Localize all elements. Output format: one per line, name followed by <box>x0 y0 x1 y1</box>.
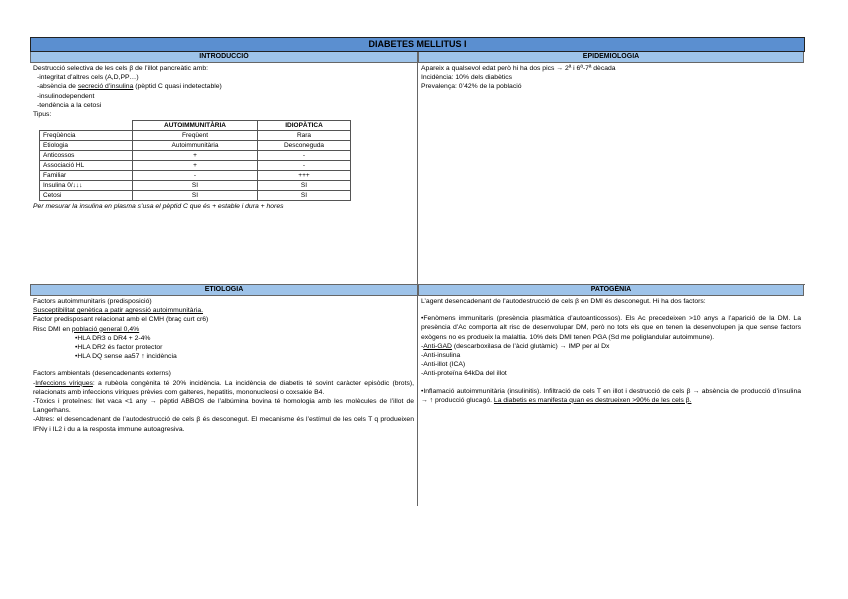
epi-line: Prevalença: 0’42% de la població <box>421 83 522 91</box>
table-cell: SI <box>133 191 258 201</box>
table-cell: Autoimmunitària <box>133 141 258 151</box>
table-cell: Etiologia <box>40 141 133 151</box>
etio-line: Factor predisposant relacionat amb el CMH (braç curt cr6) <box>33 316 209 324</box>
epidemiologia-header: EPIDEMIOLOGIA <box>418 52 804 63</box>
table-header: IDIOPÀTICA <box>258 121 351 131</box>
epidemiologia-section <box>417 52 804 284</box>
etiologia-section <box>30 285 417 506</box>
etiologia-header: ETIOLOGIA <box>30 285 417 296</box>
table-row <box>40 171 351 181</box>
table-cell: - <box>258 161 351 171</box>
pato-line: -Anti-GAD (descarboxilasa de l’àcid glutàmic) → IMP per al Dx <box>421 342 610 350</box>
table-row <box>40 141 351 151</box>
table-cell: Familiar <box>40 171 133 181</box>
introduccio-header: INTRODUCCIÓ <box>30 52 417 63</box>
patogenia-body <box>418 296 804 406</box>
table-cell: + <box>133 161 258 171</box>
risc-underlined: població general 0,4% <box>71 325 140 333</box>
table-cell: +++ <box>258 171 351 181</box>
table-cell: Desconeguda <box>258 141 351 151</box>
table-header: AUTOIMMUNITÀRIA <box>133 121 258 131</box>
table-cell: Insulina 0/↓↓↓ <box>40 181 133 191</box>
etio-line: Factors autoimmunitaris (predisposició) <box>33 298 152 305</box>
table-cell: SI <box>133 181 258 191</box>
intro-line: -tendència a la cetosi <box>37 101 102 109</box>
table-cell: Freqüent <box>133 131 258 141</box>
epidemiologia-body <box>418 63 804 93</box>
anti-gad-label: Anti-GAD <box>423 342 452 350</box>
spacer <box>421 379 801 387</box>
table-row <box>40 181 351 191</box>
pato-line: -Anti-illot (ICA) <box>421 361 466 369</box>
pato-paragraph <box>421 387 801 405</box>
table-row <box>40 131 351 141</box>
pato-paragraph: L’agent desencadenant de l’autodestrucció de cels β en DMI és desconegut. Hi ha dos factors: <box>421 298 706 305</box>
spacer <box>33 361 414 369</box>
patogenia-section <box>417 285 804 506</box>
etio-line: Susceptibilitat genètica a patir agressió autoimmunitària. <box>33 307 204 315</box>
table-cell: - <box>133 171 258 181</box>
epi-line: Apareix a qualsevol edat però hi ha dos pics → 2ª i 6ª-7ª dècada <box>421 65 616 72</box>
table-cell: Freqüència <box>40 131 133 141</box>
intro-line: -integritat d’altres cels (A,D,PP…) <box>37 74 139 82</box>
table-cell: Cetosi <box>40 191 133 201</box>
page-title: DIABETES MELLITUS I <box>30 37 805 52</box>
epi-line: Incidència: 10% dels diabètics <box>421 74 513 82</box>
etio-paragraph: -Tòxics i proteïnes: llet vaca <1 any → pèptid ABBOS de l’albúmina bovina té homologia amb les molècules de l’illot de Langerhans. <box>33 398 414 415</box>
table-cell: Rara <box>258 131 351 141</box>
hla-bullet: •HLA DQ sense aa57 ↑ incidència <box>75 353 177 361</box>
table-row <box>40 191 351 201</box>
sheet <box>30 37 805 506</box>
etio-paragraph: -Altres: el desencadenant de l’autodestrucció de cels β és desconegut. El mecanisme és l’estímul de les cels T q produeixen IFNγ i IL2 i du a la resposta immune autoagresiva. <box>33 416 414 433</box>
infeccions-text: : a rubèola congènita té 20% incidència. La incidència de diabetis té sovint caràcter episòdic (brots), relacionats amb infeccions víriques prèvies com galteres, hepatitis, mononucleosi o coxsakie B4. <box>33 379 415 396</box>
pato-line: -Anti-insulina <box>421 352 461 360</box>
secrecio-underlined: secreció d’insulina <box>77 83 134 91</box>
pato-paragraph: •Fenòmens immunitaris (presència plasmàtica d’autoanticossos). Els Ac precedeixen >10 anys a l’aparició de la DM. La presència d’Ac comporta alt risc de desenvolupar DM, però no tots els que en tenen la desenvolupen ja que sense factors exògens no es produeix la malaltia. 10% dels DMI tenen PGA (Sd me poliglandular autoimmune). <box>421 315 801 341</box>
patogenia-header: PATOGÈNIA <box>418 285 804 296</box>
intro-line: Destrucció selectiva de les cels β de l’illot pancreàtic amb: <box>33 65 209 72</box>
intro-line: -absència de secreció d’insulina (pèptid C quasi indetectable) <box>37 83 222 91</box>
table-cell: SI <box>258 181 351 191</box>
bottom-row <box>30 285 805 506</box>
insulitis-underlined: La diabetis es manifesta quan es destrueixen >90% de les cels β. <box>493 396 692 404</box>
table-row <box>40 151 351 161</box>
spacer <box>421 306 801 314</box>
table-cell: Anticossos <box>40 151 133 161</box>
table-header-empty <box>40 121 133 131</box>
etio-line <box>33 325 414 334</box>
top-row <box>30 52 805 285</box>
hla-bullet: •HLA DR3 o DR4 + 2-4% <box>75 334 151 342</box>
table-cell: SI <box>258 191 351 201</box>
etio-paragraph: -Infeccions víriques: a rubèola congènita té 20% incidència. La incidència de diabetis té sovint caràcter episòdic (brots), relacionats amb infeccions víriques prèvies com galteres, hepatitis, mononucleosi o coxsakie B4. <box>33 379 415 396</box>
table-cell: + <box>133 151 258 161</box>
insulitis-text: •Inflamació autoimmunitària (insulinitis). Infiltració de cels T en illot i destrucció de cels β → absència de producció d’insulina → ↑ producció glucagó. <box>421 387 801 404</box>
introduccio-section <box>30 52 417 284</box>
pato-line: -Anti-proteïna 64kDa del illot <box>421 370 507 378</box>
table-header-row <box>40 121 351 131</box>
table-cell: - <box>258 151 351 161</box>
anti-gad-text: (descarboxilasa de l’àcid glutàmic) → IMP per al Dx <box>451 342 610 350</box>
etiologia-body <box>30 296 417 435</box>
risc-prefix: Risc DMI en <box>33 325 72 333</box>
intro-line: -insulinodependent <box>37 92 95 100</box>
infeccions-label: Infeccions víriques <box>35 379 93 387</box>
introduccio-body <box>30 63 417 212</box>
table-cell: Associació HL <box>40 161 133 171</box>
table-row <box>40 161 351 171</box>
etio-line: Factors ambientals (desencadenants externs) <box>33 370 171 378</box>
intro-line: Tipus: <box>33 111 52 119</box>
types-table <box>39 120 351 201</box>
hla-bullet: •HLA DR2 és factor protector <box>75 344 163 352</box>
insulin-note: Per mesurar la insulina en plasma s’usa el pèptid C que és + estable i dura + hores <box>33 203 284 211</box>
